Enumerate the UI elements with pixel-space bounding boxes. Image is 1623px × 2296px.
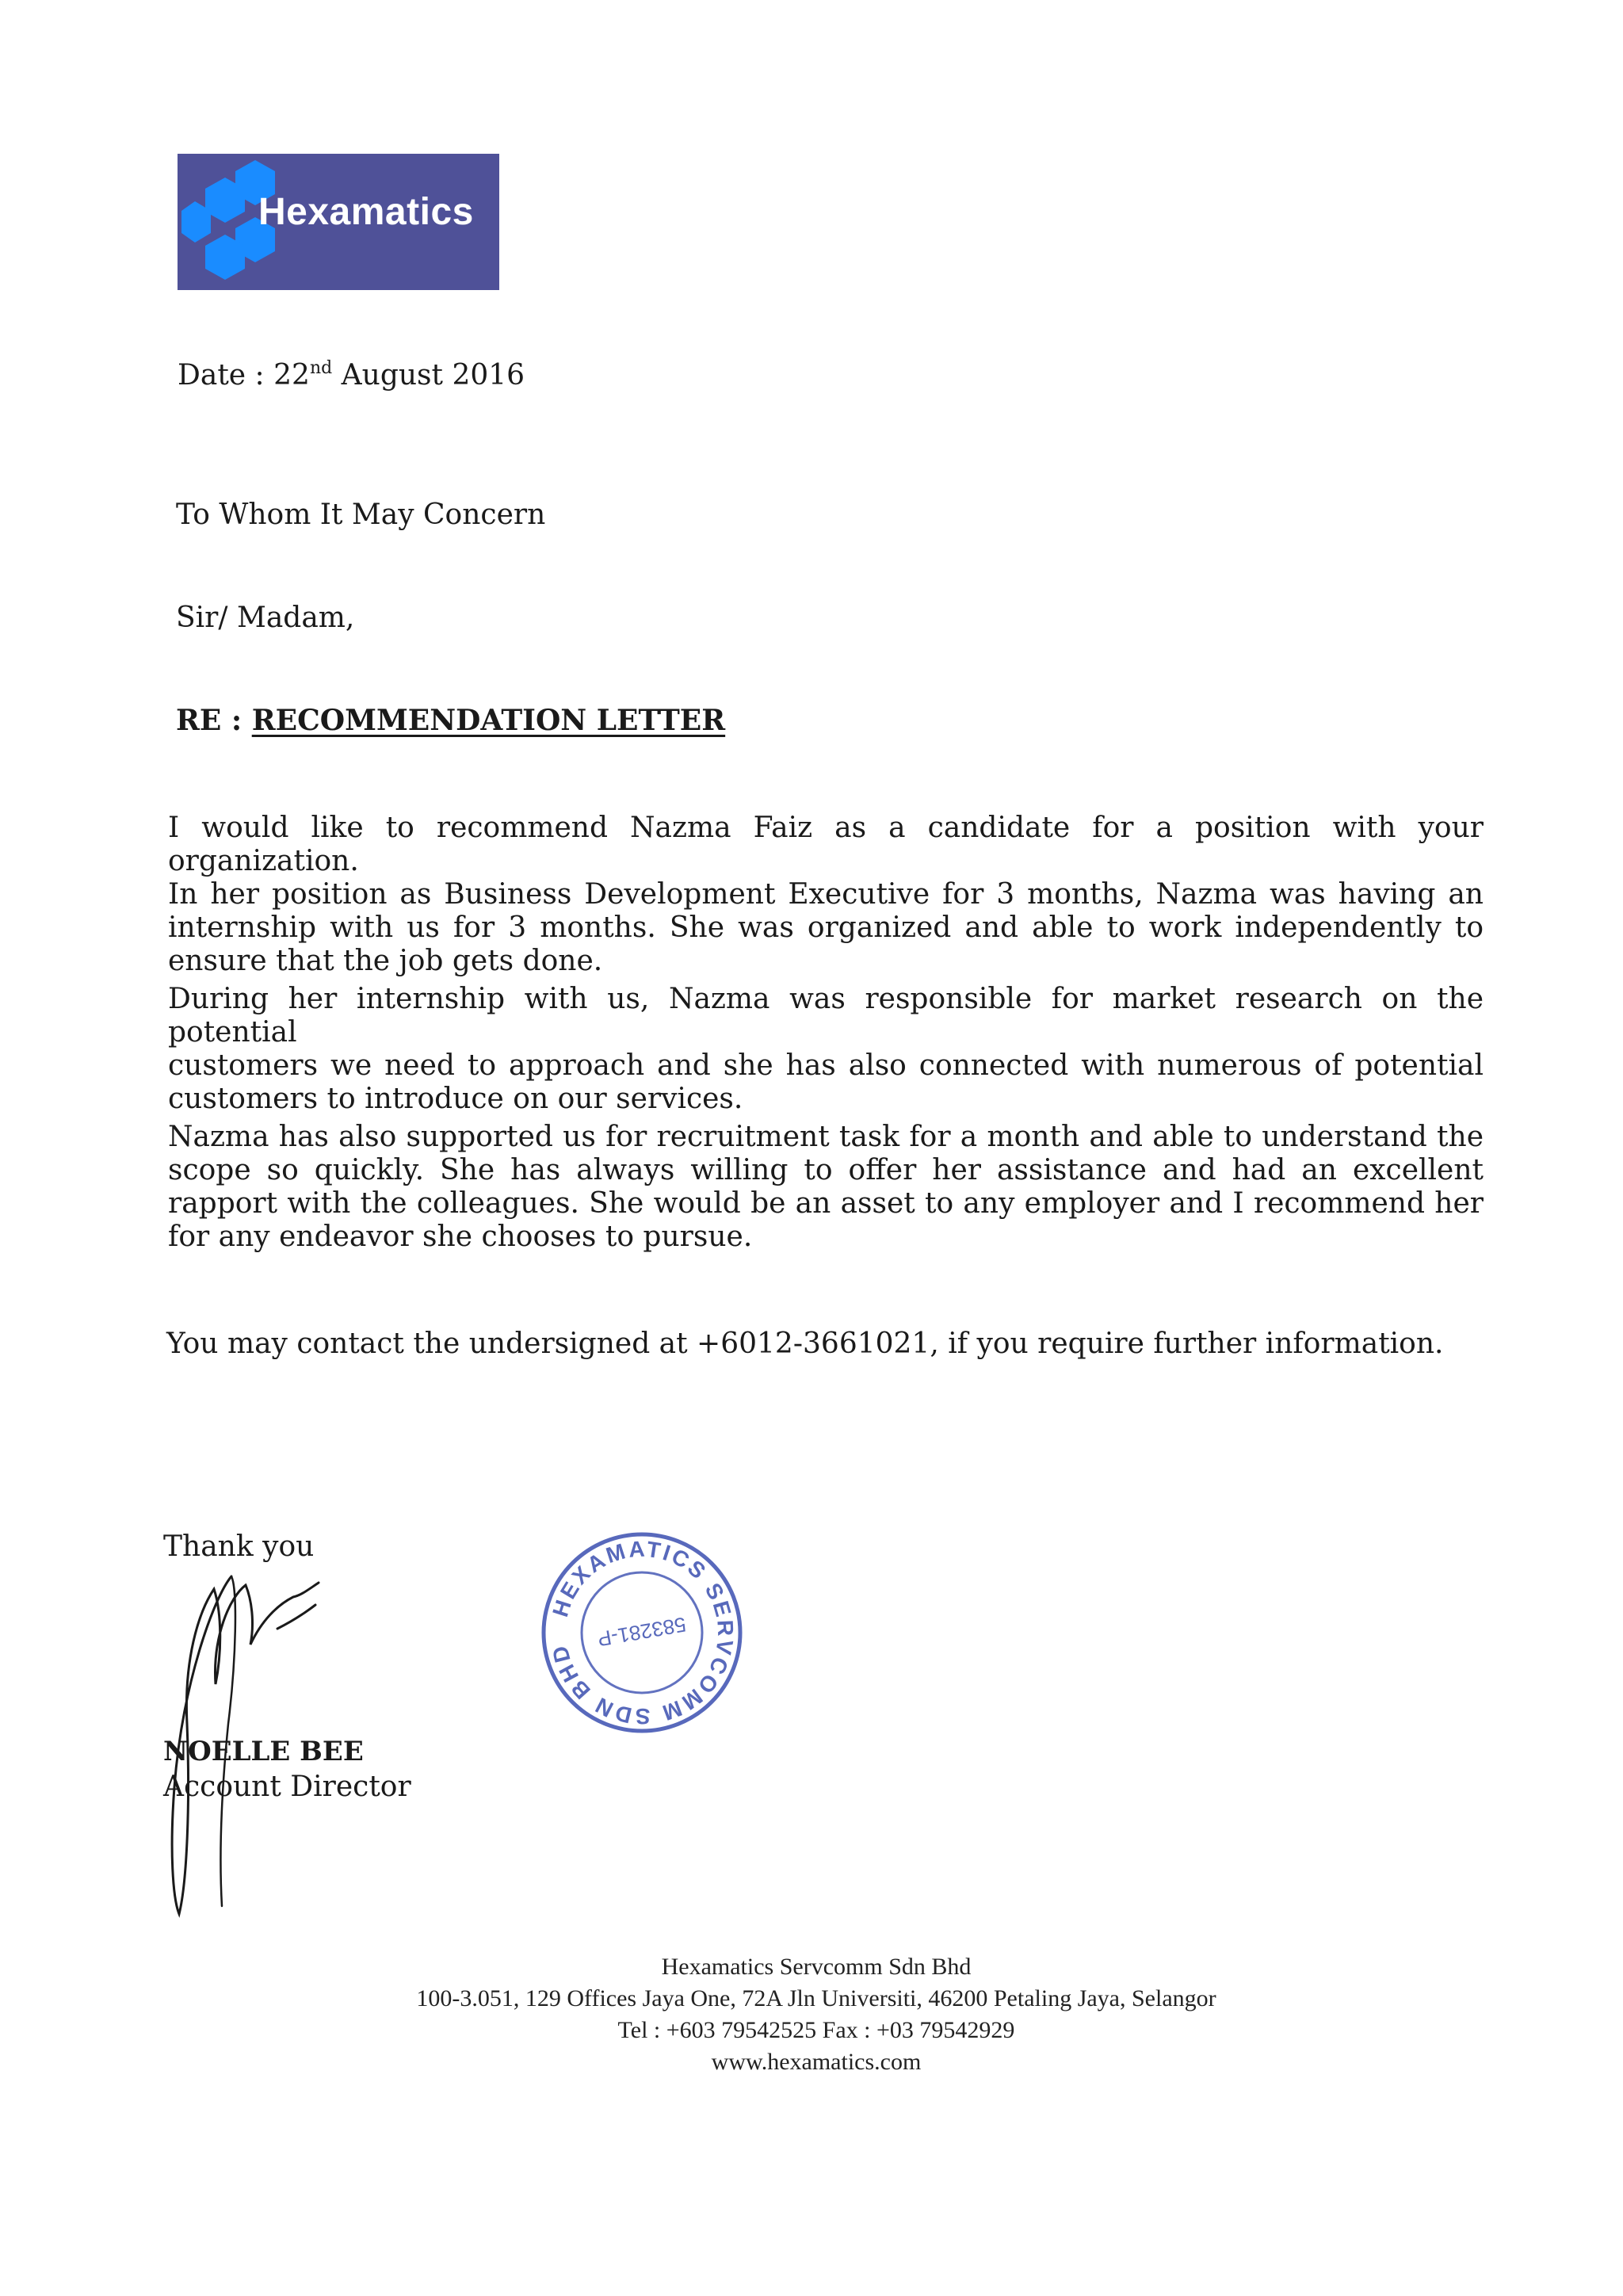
paragraph-line: In her position as Business Development Executive for 3 months, Nazma was having an (168, 878, 1484, 911)
signer-title: Account Director (163, 1771, 411, 1803)
closing: Thank you (163, 1530, 315, 1563)
footer-address: 100-3.051, 129 Offices Jaya One, 72A Jln Universiti, 46200 Petaling Jaya, Selangor (416, 1985, 1216, 2011)
footer-phone-fax: Tel : +603 79542525 Fax : +03 79542929 (617, 2017, 1015, 2043)
date-rest: August 2016 (332, 359, 525, 392)
date-prefix: Date : (178, 359, 274, 392)
paragraph-line: During her internship with us, Nazma was responsible for market research on the potential (168, 983, 1484, 1049)
company-logo (178, 154, 499, 290)
salutation-to: To Whom It May Concern (176, 499, 546, 531)
footer-website: www.hexamatics.com (711, 2049, 922, 2075)
paragraph-2 (168, 983, 1484, 1116)
stamp-ring-text: HEXAMATICS SERVCOMM SDN BHD (546, 1536, 739, 1729)
letter-footer (301, 1951, 1331, 2078)
date-suffix: nd (309, 358, 333, 378)
company-stamp (535, 1526, 749, 1740)
date-day: 22 (273, 359, 310, 392)
salutation: Sir/ Madam, (176, 602, 355, 634)
paragraph-1 (168, 812, 1484, 978)
paragraph-line: I would like to recommend Nazma Faiz as a candidate for a position with your organization. (168, 812, 1484, 877)
footer-company: Hexamatics Servcomm Sdn Bhd (661, 1954, 972, 1980)
letter-date (178, 358, 525, 393)
signer-name: NOELLE BEE (163, 1736, 364, 1767)
paragraph-line: customers to introduce on our services. (168, 1083, 743, 1115)
logo-wordmark: Hexamatics (258, 191, 474, 233)
paragraph-3 (168, 1121, 1484, 1254)
subject-label: RE : (176, 704, 252, 737)
paragraph-line: ensure that the job gets done. (168, 945, 603, 977)
subject-title: RECOMMENDATION LETTER (251, 704, 726, 737)
stamp-number: 583281-P (595, 1612, 688, 1652)
paragraph-line: internship with us for 3 months. She was organized and able to work independently to (168, 911, 1484, 944)
subject-line (176, 704, 725, 737)
contact-line: You may contact the undersigned at +6012-3661021, if you require further information. (166, 1328, 1444, 1360)
paragraph-line: rapport with the colleagues. She would be an asset to any employer and I recommend her (168, 1187, 1484, 1220)
paragraph-line: Nazma has also supported us for recruitment task for a month and able to understand the (168, 1121, 1484, 1153)
paragraph-line: for any endeavor she chooses to pursue. (168, 1221, 753, 1253)
paragraph-line: customers we need to approach and she has also connected with numerous of potential (168, 1049, 1484, 1082)
paragraph-line: scope so quickly. She has always willing to offer her assistance and had an excellent (168, 1154, 1484, 1186)
